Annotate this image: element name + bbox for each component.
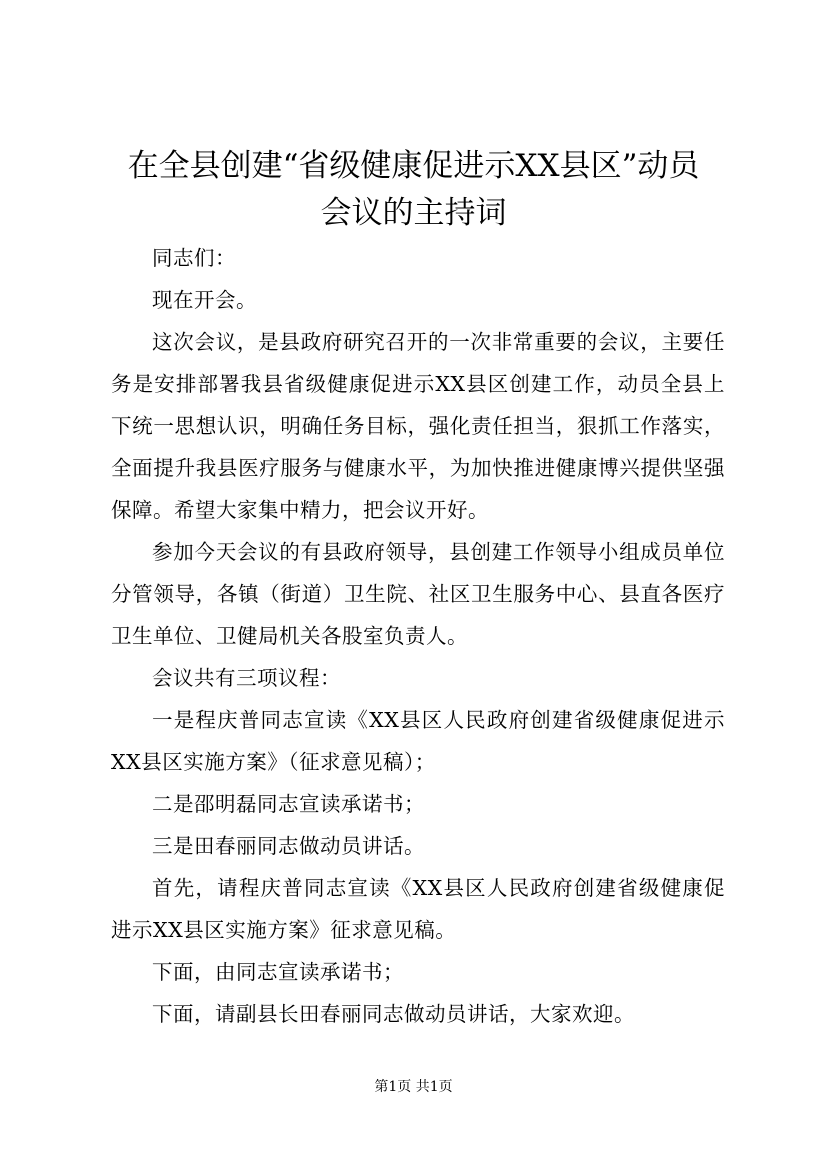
- title-line-2: 会议的主持词: [320, 195, 507, 231]
- paragraph-first-reading: 首先，请程庆普同志宣读《XX县区人民政府创建省级健康促进示XX县区实施方案》征求意见稿。: [111, 876, 725, 942]
- paragraph-attendees: 参加今天会议的有县政府领导，县创建工作领导小组成员单位分管领导，各镇（街道）卫生院、社区卫生服务中心、县直各医疗卫生单位、卫健局机关各股室负责人。: [111, 540, 725, 648]
- paragraph-pledge-reading: 下面，由同志宣读承诺书；: [152, 960, 404, 984]
- title-line-1: 在全县创建“省级健康促进示XX县区”动员: [127, 148, 700, 184]
- paragraph-opening: 现在开会。: [152, 288, 257, 312]
- paragraph-speech: 下面，请副县长田春丽同志做动员讲话，大家欢迎。: [152, 1002, 635, 1026]
- paragraph-greeting: 同志们：: [152, 246, 236, 270]
- paragraph-purpose: 这次会议，是县政府研究召开的一次非常重要的会议，主要任务是安排部署我县省级健康促进示XX县区创建工作，动员全县上下统一思想认识，明确任务目标，强化责任担当，狠抓工作落实，全面提升我县医疗服务与健康水平，为加快推进健康博兴提供坚强保障。希望大家集中精力，把会议开好。: [111, 330, 725, 522]
- document-title: [100, 143, 727, 237]
- page-footer: 第1页 共1页: [374, 1079, 453, 1095]
- paragraph-agenda-item-2: 二是邵明磊同志宣读承诺书；: [152, 792, 425, 816]
- paragraph-agenda-item-3: 三是田春丽同志做动员讲话。: [152, 834, 425, 858]
- paragraph-agenda-intro: 会议共有三项议程：: [152, 666, 341, 690]
- document-body: [111, 237, 725, 1035]
- paragraph-agenda-item-1: 一是程庆普同志宣读《XX县区人民政府创建省级健康促进示XX县区实施方案》（征求意见稿）；: [111, 708, 725, 774]
